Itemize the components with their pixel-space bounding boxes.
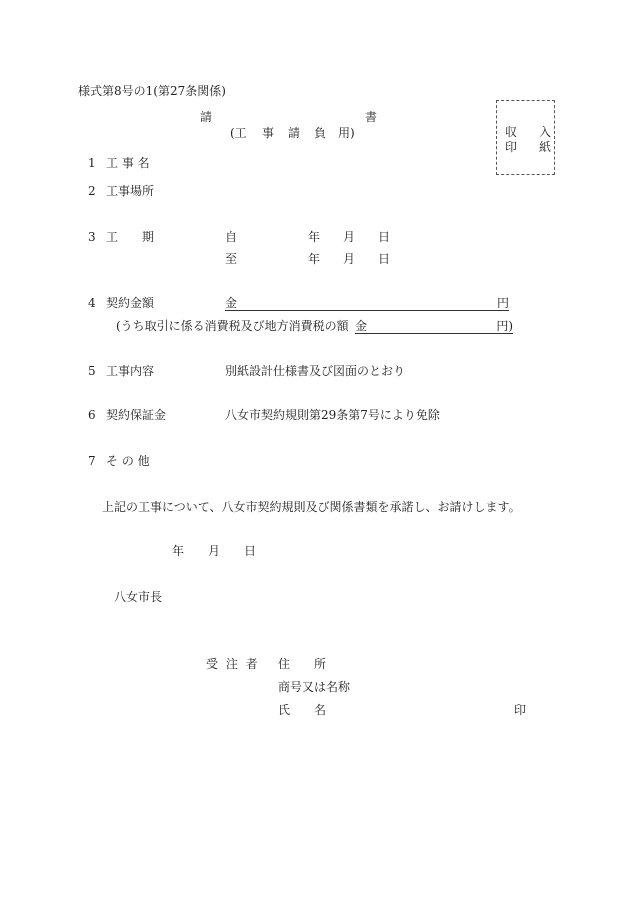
tax-note: (うち取引に係る消費税及び地方消費税の額 <box>116 319 349 333</box>
stamp-char: 収 <box>505 125 518 139</box>
period-to-year: 年 <box>308 252 321 266</box>
subtitle <box>230 126 355 140</box>
item-number: 4 <box>88 296 96 310</box>
period-from-day: 日 <box>378 230 391 244</box>
item-label-security-deposit: 契約保証金 <box>106 408 167 422</box>
period-to-prefix: 至 <box>225 252 238 266</box>
title-left-char: 請 <box>200 110 213 124</box>
security-deposit-value: 八女市契約規則第29条第7号により免除 <box>225 408 440 422</box>
item-label-contract-amount: 契約金額 <box>106 296 155 310</box>
subtitle-part: (工 <box>230 126 247 140</box>
item-label-period: 工 期 <box>106 230 155 244</box>
amount-unit: 円 <box>496 296 509 310</box>
subtitle-part: 請 <box>288 126 301 140</box>
contract-amount-line <box>225 296 509 311</box>
company-label: 商号又は名称 <box>278 680 351 694</box>
contractor-label: 受 注 者 <box>206 657 260 671</box>
addressee: 八女市長 <box>114 590 163 604</box>
revenue-stamp-box <box>496 100 555 175</box>
amount-prefix: 金 <box>225 296 238 310</box>
item-label-project-site: 工事場所 <box>106 184 155 198</box>
stamp-char: 紙 <box>538 140 551 154</box>
period-from-prefix: 自 <box>225 230 238 244</box>
period-to-month: 月 <box>343 252 356 266</box>
item-number: 2 <box>88 184 96 198</box>
item-label-project-name: 工 事 名 <box>106 156 150 170</box>
subtitle-part: 用) <box>338 126 355 140</box>
address-label: 住 所 <box>278 657 333 671</box>
period-to-day: 日 <box>378 252 391 266</box>
title-right-char: 書 <box>365 110 378 124</box>
date-month: 月 <box>208 544 221 558</box>
tax-prefix: 金 <box>355 319 368 333</box>
tax-amount-line <box>355 319 513 334</box>
item-label-other: そ の 他 <box>106 454 150 468</box>
form-id: 様式第8号の1(第27条関係) <box>78 84 226 98</box>
tax-unit: 円) <box>496 319 513 333</box>
seal-mark: 印 <box>514 703 527 717</box>
item-number: 5 <box>88 364 96 378</box>
period-from-year: 年 <box>308 230 321 244</box>
name-label: 氏 名 <box>278 703 333 717</box>
stamp-char: 印 <box>505 140 518 154</box>
subtitle-part: 負 <box>314 126 327 140</box>
item-number: 1 <box>88 156 96 170</box>
item-number: 6 <box>88 408 96 422</box>
item-number: 7 <box>88 454 96 468</box>
item-label-work-content: 工事内容 <box>106 364 155 378</box>
work-content-value: 別紙設計仕様書及び図面のとおり <box>225 364 406 378</box>
subtitle-part: 事 <box>262 126 275 140</box>
item-number: 3 <box>88 230 96 244</box>
date-day: 日 <box>244 544 257 558</box>
period-from-month: 月 <box>343 230 356 244</box>
stamp-char: 入 <box>538 125 551 139</box>
date-year: 年 <box>172 544 185 558</box>
closing-statement: 上記の工事について、八女市契約規則及び関係書類を承諾し、お請けします。 <box>102 500 521 514</box>
